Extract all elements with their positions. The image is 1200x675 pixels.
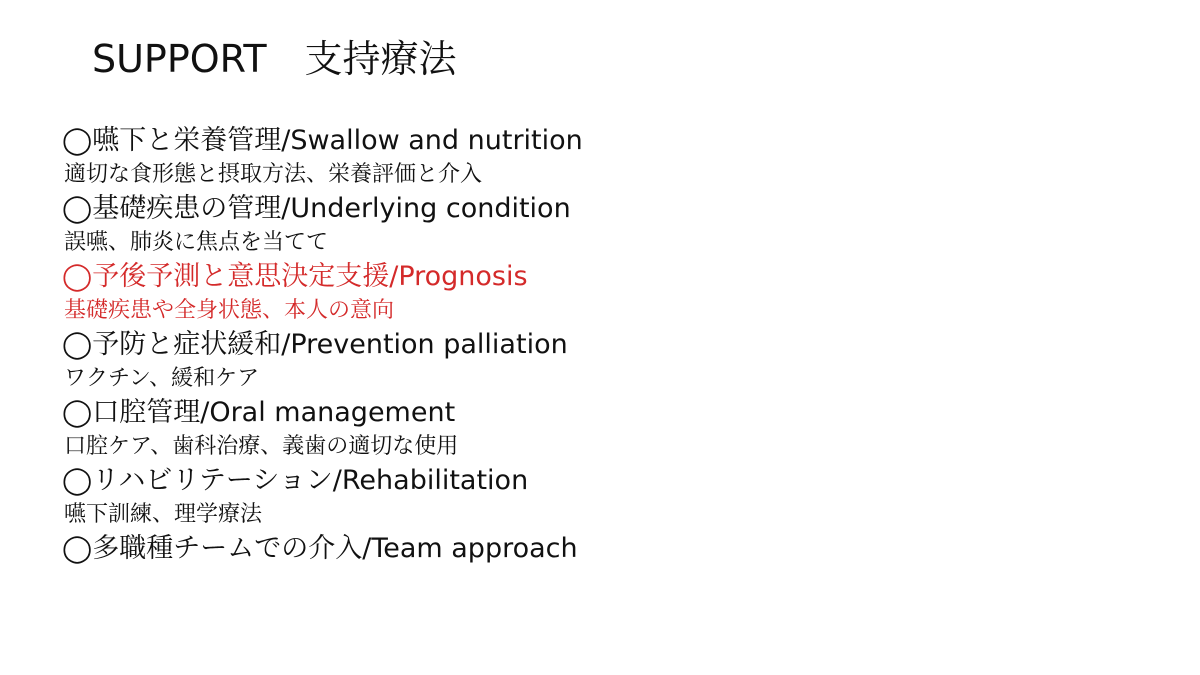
item-detail: 基礎疾患や全身状態、本人の意向: [64, 298, 395, 323]
list-item-prevention-palliation: [62, 328, 1162, 396]
item-detail: 口腔ケア、歯科治療、義歯の適切な使用: [64, 434, 459, 459]
item-detail: 適切な食形態と摂取方法、栄養評価と介入: [64, 162, 483, 187]
item-heading: ◯リハビリテーション/Rehabilitation: [62, 465, 529, 496]
slide-title: SUPPORT 支持療法: [92, 37, 457, 81]
item-heading: ◯予後予測と意思決定支援/Prognosis: [62, 261, 528, 292]
item-detail: 嚥下訓練、理学療法: [64, 502, 263, 527]
item-heading: ◯予防と症状緩和/Prevention palliation: [62, 329, 568, 360]
list-item-swallow-nutrition: [62, 124, 1162, 192]
item-heading: ◯嚥下と栄養管理/Swallow and nutrition: [62, 125, 583, 156]
list-item-prognosis: [62, 260, 1162, 328]
list-item-underlying-condition: [62, 192, 1162, 260]
support-list: [62, 124, 1162, 566]
list-item-rehabilitation: [62, 464, 1162, 532]
list-item-oral-management: [62, 396, 1162, 464]
item-detail: 誤嚥、肺炎に焦点を当てて: [64, 230, 329, 255]
item-detail: ワクチン、緩和ケア: [64, 366, 260, 391]
item-heading: ◯多職種チームでの介入/Team approach: [62, 533, 578, 564]
item-heading: ◯基礎疾患の管理/Underlying condition: [62, 193, 571, 224]
item-heading: ◯口腔管理/Oral management: [62, 397, 456, 428]
list-item-team-approach: [62, 532, 1162, 566]
